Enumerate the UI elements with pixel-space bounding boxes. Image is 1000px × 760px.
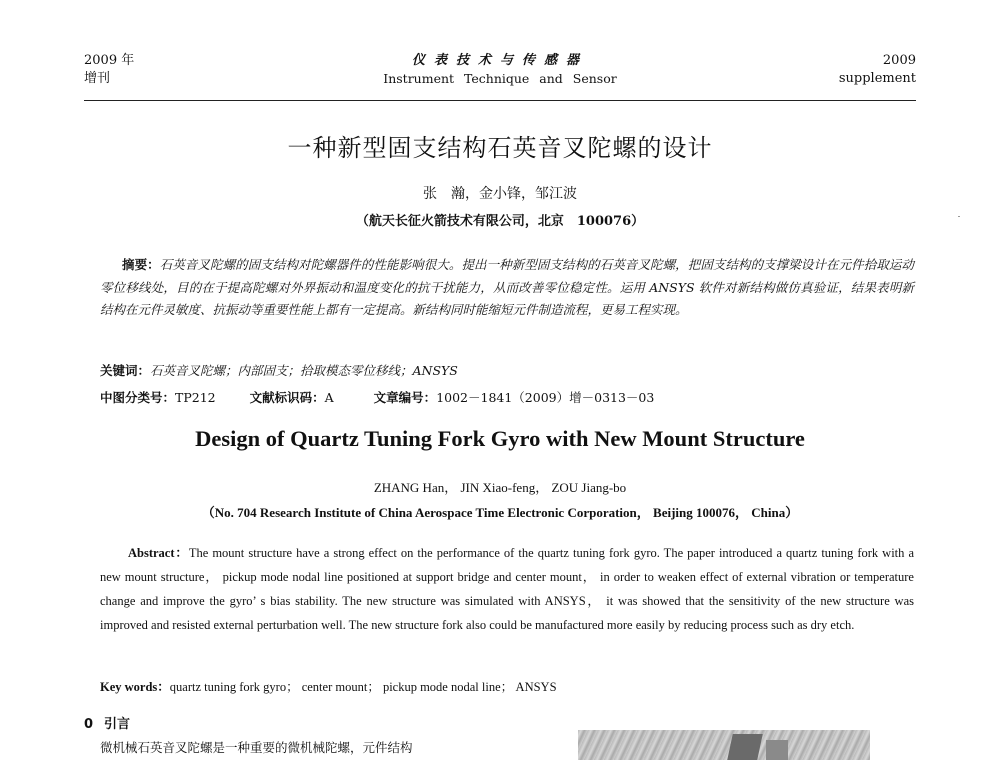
header-rule: [84, 100, 916, 101]
journal-name-cn: 仪表技术与传感器: [411, 53, 588, 68]
article-no-value: 1002－1841（2009）增－0313－03: [436, 390, 655, 405]
paper-title-en: Design of Quartz Tuning Fork Gyro with New Mount Structure: [195, 426, 805, 451]
figure-shape: [727, 734, 763, 760]
abstract-en: [100, 541, 914, 637]
section-number: 0: [84, 717, 94, 732]
paper-title-cn: 一种新型固支结构石英音叉陀螺的设计: [287, 134, 713, 162]
keywords-en-label: Key words：: [100, 680, 170, 694]
authors-en: ZHANG Han， JIN Xiao-feng， ZOU Jiang-bo: [373, 480, 627, 495]
figure-shape-secondary: [766, 740, 788, 760]
classification-line: [100, 388, 914, 408]
header-journal: [84, 52, 916, 88]
section-title: 引言: [104, 717, 131, 732]
figure-image: [578, 730, 870, 760]
abstract-en-label: Abstract：: [128, 546, 189, 560]
keywords-cn: [100, 361, 914, 381]
clc-label: 中图分类号：: [100, 390, 176, 405]
journal-name-en: Instrument Technique and Sensor: [383, 71, 617, 86]
header-issue: 增刊: [84, 71, 111, 86]
affiliation-en: （No. 704 Research Institute of China Aerospace Time Electronic Corporation， Beijing 100076， China）: [201, 505, 799, 520]
affiliation-cn: （航天长征火箭技术有限公司，北京 100076）: [355, 214, 645, 229]
keywords-en: [100, 677, 914, 697]
header-right: [839, 52, 916, 88]
abstract-cn-text: 石英音叉陀螺的固支结构对陀螺器件的性能影响很大。提出一种新型固支结构的石英音叉陀螺，把固支结构的支撑梁设计在元件拾取运动零位移线处，目的在于提高陀螺对外界振动和温度变化的抗干扰能力，从而改善零位稳定性。运用 ANSYS 软件对新结构做仿真验证，结果表明新结构在元件灵敏度、抗振动等重要性能上都有一定提高。新结构同时能缩短元件制造流程，更易工程实现。: [100, 257, 914, 317]
header-year: 2009 年: [84, 53, 135, 68]
clc-value: TP212: [175, 390, 216, 405]
scan-speck: [958, 216, 960, 217]
running-header: [84, 52, 916, 98]
keywords-en-text: quartz tuning fork gyro； center mount； pickup mode nodal line； ANSYS: [169, 680, 557, 694]
doc-code-label: 文献标识码：: [249, 390, 325, 405]
section-heading: [84, 713, 130, 732]
keywords-cn-label: 关键词：: [100, 363, 151, 378]
header-supplement: supplement: [838, 71, 916, 86]
abstract-cn-label: 摘要：: [122, 257, 160, 272]
abstract-cn: [100, 254, 914, 322]
keywords-cn-text: 石英音叉陀螺；内部固支；拾取模态零位移线；ANSYS: [150, 363, 458, 378]
body-text-line: 微机械石英音叉陀螺是一种重要的微机械陀螺，元件结构: [100, 740, 413, 755]
article-no-label: 文章编号：: [373, 390, 437, 405]
doc-code-value: A: [324, 390, 334, 405]
abstract-en-text: The mount structure have a strong effect on the performance of the quartz tuning fork gyro. The paper introduced a quartz tuning fork with a new mount structure， pickup mode nodal line positioned at support bridge and center mount， in order to weaken effect of external vibration or temperature change and improve the gyro’ s bias stability. The new structure was simulated with ANSYS， it was showed that the sensitivity of the new structure was improved and resisted external perturbation well. The new structure fork also could be manufactured more easily by reducing process such as dry etch.: [100, 546, 914, 632]
header-year-right: 2009: [882, 53, 916, 68]
authors-cn: 张 瀚，金小锋，邹江波: [423, 186, 577, 202]
